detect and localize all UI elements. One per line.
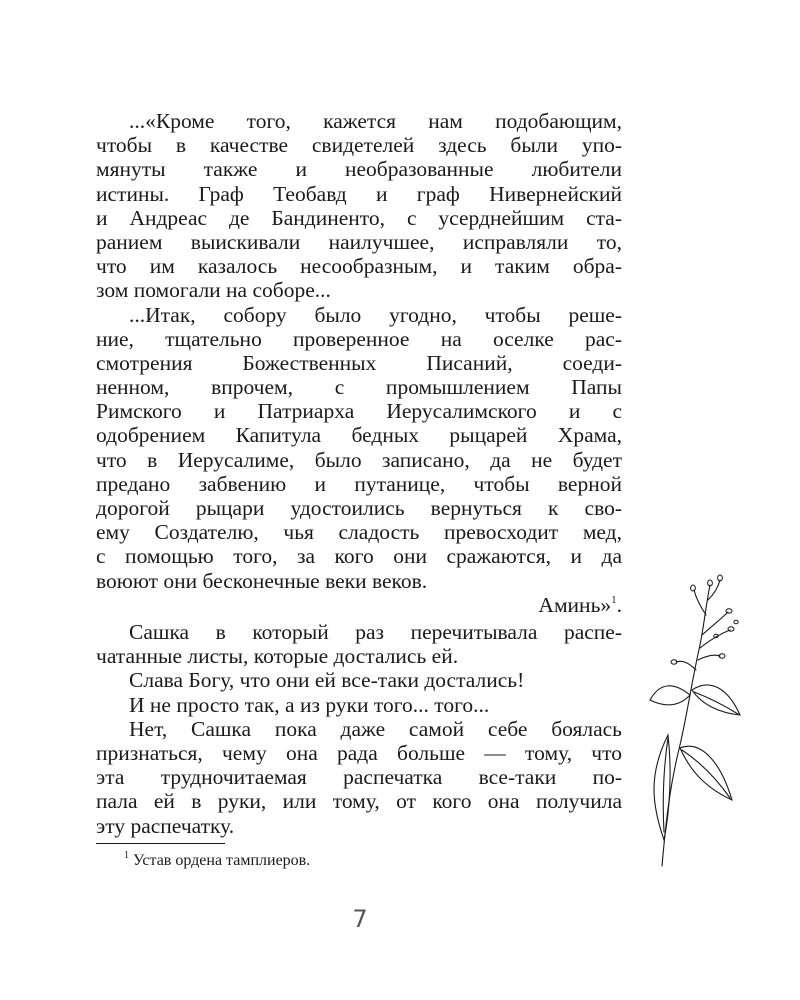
text-line: чатанные листы, которые достались ей. xyxy=(96,644,459,669)
footnote xyxy=(124,851,310,871)
text-line: истины. Граф Теобавд и граф Нивернейский xyxy=(96,181,622,206)
text-line: мянуты также и необразованные любители xyxy=(96,157,622,182)
story-block xyxy=(96,620,622,838)
text-line: зом помогали на соборе... xyxy=(96,278,331,303)
page-number: 7 xyxy=(352,905,368,933)
text-line: пала ей в руки, или тому, от кого она получила xyxy=(96,789,622,814)
footnote-text: Устав ордена тамплиеров. xyxy=(133,852,311,869)
text-line: ...Итак, собору было угодно, чтобы реше- xyxy=(129,302,622,327)
text-line: смотрения Божественных Писаний, соеди- xyxy=(96,350,622,375)
text-line: дорогой рыцари удостоились вернуться к сво- xyxy=(96,496,622,520)
text-line: И не просто так, а из руки того... того... xyxy=(129,692,490,717)
quote-closing xyxy=(96,593,622,617)
text-line: Нет, Сашка пока даже самой себе боялась xyxy=(129,716,622,741)
text-line: эту распечатку. xyxy=(96,813,235,838)
text-line: с помощью того, за кого они сражаются, и да xyxy=(96,544,622,569)
closing-word: Аминь» xyxy=(538,592,612,617)
text-line: эта трудночитаемая распечатка все-таки по- xyxy=(96,765,622,790)
footnote-divider xyxy=(96,843,225,844)
text-line: предано забвению и путанице, чтобы верной xyxy=(96,471,622,496)
text-line: что им казалось несообразным, и таким обра- xyxy=(96,254,622,279)
text-line: ему Создателю, чья сладость превосходит мед, xyxy=(96,520,622,545)
text-line: что в Иерусалиме, было записано, да не будет xyxy=(96,447,622,472)
plant-illustration xyxy=(640,570,760,870)
text-line: и Андреас де Бандиненто, с усерднейшим ста- xyxy=(96,205,622,230)
text-line: ненном, впрочем, с промышлением Папы xyxy=(96,375,622,400)
footnote-marker: 1 xyxy=(611,593,617,606)
text-line: Слава Богу, что они ей все-таки достались! xyxy=(129,668,525,693)
text-line: признаться, чему она рада больше — тому, что xyxy=(96,740,622,765)
closing-period: . xyxy=(616,592,622,617)
text-line: Сашка в который раз перечитывала распе- xyxy=(129,620,622,644)
text-line: ранием выискивали наилучшее, исправляли то, xyxy=(96,229,622,254)
text-line: ние, тщательно проверенное на оселке рас- xyxy=(96,326,622,351)
footnote-number: 1 xyxy=(124,850,129,861)
text-line: одобрением Капитула бедных рыцарей Храма, xyxy=(96,423,622,448)
text-line: чтобы в качестве свидетелей здесь были упо- xyxy=(96,133,622,158)
text-line: Римского и Патриарха Иерусалимского и с xyxy=(96,399,622,424)
text-line: воюют они бесконечные веки веков. xyxy=(96,568,428,593)
text-line: ...«Кроме того, кажется нам подобающим, xyxy=(129,109,622,133)
quote-block xyxy=(96,109,622,617)
